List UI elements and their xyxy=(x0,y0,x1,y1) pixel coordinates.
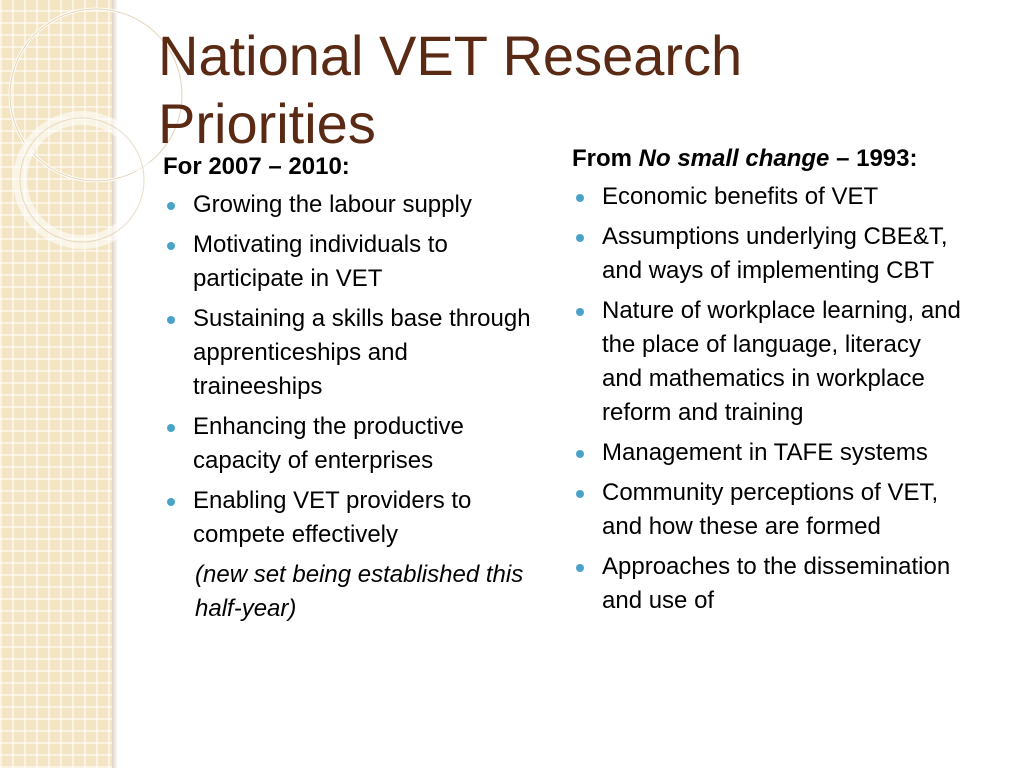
slide-title: National VET Research Priorities xyxy=(158,24,743,155)
heading-suffix: – 1993: xyxy=(829,145,918,172)
right-column xyxy=(572,142,962,624)
list-item: Growing the labour supply xyxy=(163,188,543,222)
list-item: Management in TAFE systems xyxy=(572,436,962,470)
list-item: Sustaining a skills base through apprenticeships and traineeships xyxy=(163,302,543,404)
note-line: (new set being established this xyxy=(195,561,524,588)
list-item: Assumptions underlying CBE&T, and ways of implementing CBT xyxy=(572,220,962,288)
heading-prefix: From xyxy=(572,145,639,172)
list-item: Enhancing the productive capacity of enterprises xyxy=(163,410,543,478)
left-bullet-list xyxy=(163,188,543,552)
right-heading xyxy=(572,142,962,176)
list-item: Enabling VET providers to compete effectively xyxy=(163,484,543,552)
list-item: Approaches to the dissemination and use of xyxy=(572,550,962,618)
left-note xyxy=(163,558,543,626)
list-item: Motivating individuals to participate in VET xyxy=(163,228,543,296)
list-item: Nature of workplace learning, and the place of language, literacy and mathematics in workplace reform and training xyxy=(572,294,962,430)
list-item: Economic benefits of VET xyxy=(572,180,962,214)
heading-publication-title: No small change xyxy=(638,145,830,172)
left-column xyxy=(163,150,543,626)
right-bullet-list xyxy=(572,180,962,618)
left-heading: For 2007 – 2010: xyxy=(163,153,350,180)
note-line: half-year) xyxy=(195,595,297,622)
list-item: Community perceptions of VET, and how these are formed xyxy=(572,476,962,544)
